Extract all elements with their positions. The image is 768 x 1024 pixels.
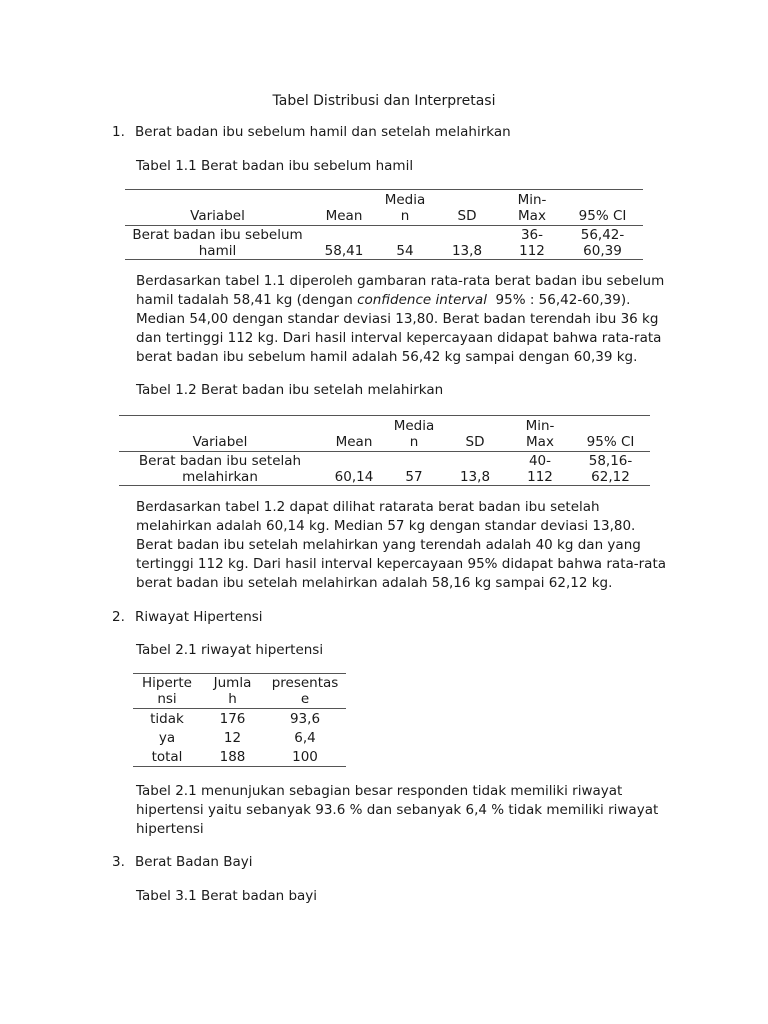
paragraph-line: hipertensi yaitu sebanyak 93.6 % dan sebanyak 6,4 % tidak memiliki riwayat: [136, 802, 659, 818]
table-caption-3-1: Tabel 3.1 Berat badan bayi: [136, 888, 318, 904]
header-ci: 95% CI: [562, 190, 643, 226]
table-caption-1-2: Tabel 1.2 Berat badan ibu setelah melahirkan: [136, 382, 444, 398]
cell-jumlah: 176: [219, 711, 246, 727]
table-row: [133, 747, 346, 767]
header-variabel: Variabel: [119, 416, 321, 452]
header-mean: Mean: [321, 416, 387, 452]
header-presentase: presentas e: [264, 674, 346, 709]
header-hipertensi: Hiperte nsi: [133, 674, 201, 709]
cell-persen: 100: [292, 749, 318, 765]
paragraph-line: Berdasarkan tabel 1.1 diperoleh gambaran rata-rata berat badan ibu sebelum: [136, 273, 665, 289]
header-ci: 95% CI: [571, 416, 650, 452]
header-minmax: Min- Max: [502, 190, 562, 226]
document-title: Tabel Distribusi dan Interpretasi: [272, 93, 496, 109]
cell-sd: 13,8: [451, 243, 483, 259]
cell-label: tidak: [150, 711, 184, 727]
table-row: [125, 226, 643, 260]
table-2-1: [133, 673, 346, 767]
paragraph-1: [136, 272, 696, 367]
header-sd: SD: [441, 416, 509, 452]
cell-variabel: Berat badan ibu sebelum hamil: [132, 227, 303, 259]
paragraph-line: Berdasarkan tabel 1.2 dapat dilihat ratarata berat badan ibu setelah: [136, 499, 600, 515]
section-number: 1.: [112, 124, 125, 140]
table-row: [119, 452, 650, 486]
paragraph-line: Median 54,00 dengan standar deviasi 13,80. Berat badan terendah ibu 36 kg: [136, 311, 659, 327]
table-header-row: [125, 190, 643, 226]
table-caption-1-1: Tabel 1.1 Berat badan ibu sebelum hamil: [136, 158, 414, 174]
cell-mean: 60,14: [334, 469, 374, 485]
cell-jumlah: 12: [223, 730, 242, 746]
header-median: Media n: [387, 416, 441, 452]
cell-ci: 56,42- 60,39: [580, 227, 625, 259]
cell-median: 57: [405, 469, 423, 485]
cell-persen: 6,4: [294, 730, 316, 746]
cell-label: total: [151, 749, 183, 765]
table-header-row: [119, 416, 650, 452]
section-title: Berat Badan Bayi: [135, 854, 253, 870]
paragraph-line: berat badan ibu sebelum hamil adalah 56,42 kg sampai dengan 60,39 kg.: [136, 349, 638, 365]
paragraph-line: melahirkan adalah 60,14 kg. Median 57 kg dengan standar deviasi 13,80.: [136, 518, 636, 534]
cell-ci: 58,16- 62,12: [588, 453, 633, 485]
cell-persen: 93,6: [289, 711, 321, 727]
cell-sd: 13,8: [459, 469, 491, 485]
section-title: Berat badan ibu sebelum hamil dan setelah melahirkan: [135, 124, 511, 140]
paragraph-line: Berat badan ibu setelah melahirkan yang terendah adalah 40 kg dan yang: [136, 537, 641, 553]
section-title: Riwayat Hipertensi: [135, 609, 263, 625]
table-row: [133, 728, 346, 747]
section-number: 2.: [112, 609, 125, 625]
cell-mean: 58,41: [324, 243, 364, 259]
table-1-1: [125, 189, 643, 260]
section-heading-2: [112, 608, 263, 627]
header-minmax: Min- Max: [509, 416, 571, 452]
table-caption-2-1: Tabel 2.1 riwayat hipertensi: [136, 642, 324, 658]
table-header-row: [133, 674, 346, 709]
paragraph-line: tertinggi 112 kg. Dari hasil interval kepercayaan 95% didapat bahwa rata-rata: [136, 556, 667, 572]
cell-jumlah: 188: [219, 749, 246, 765]
paragraph-line: dan tertinggi 112 kg. Dari hasil interval kepercayaan didapat bahwa rata-rata: [136, 330, 662, 346]
paragraph-line: berat badan ibu setelah melahirkan adalah 58,16 kg sampai 62,12 kg.: [136, 575, 613, 591]
header-sd: SD: [432, 190, 502, 226]
header-jumlah: Jumla h: [201, 674, 264, 709]
header-median: Media n: [378, 190, 432, 226]
table-row: [133, 709, 346, 729]
cell-label: ya: [158, 730, 176, 746]
header-mean: Mean: [310, 190, 378, 226]
section-number: 3.: [112, 854, 125, 870]
paragraph-2: [136, 498, 696, 593]
cell-variabel: Berat badan ibu setelah melahirkan: [138, 453, 302, 485]
cell-minmax: 36- 112: [519, 227, 545, 259]
header-variabel: Variabel: [125, 190, 310, 226]
paragraph-3: [136, 782, 696, 839]
paragraph-line: Tabel 2.1 menunjukan sebagian besar responden tidak memiliki riwayat: [136, 783, 623, 799]
cell-minmax: 40- 112: [527, 453, 553, 485]
table-1-2: [119, 415, 650, 486]
cell-median: 54: [396, 243, 414, 259]
paragraph-line: hamil tadalah 58,41 kg (dengan confidence interval 95% : 56,42-60,39).: [136, 292, 631, 308]
paragraph-line: hipertensi: [136, 821, 204, 837]
section-heading-3: [112, 853, 252, 872]
section-heading-1: [112, 123, 511, 142]
